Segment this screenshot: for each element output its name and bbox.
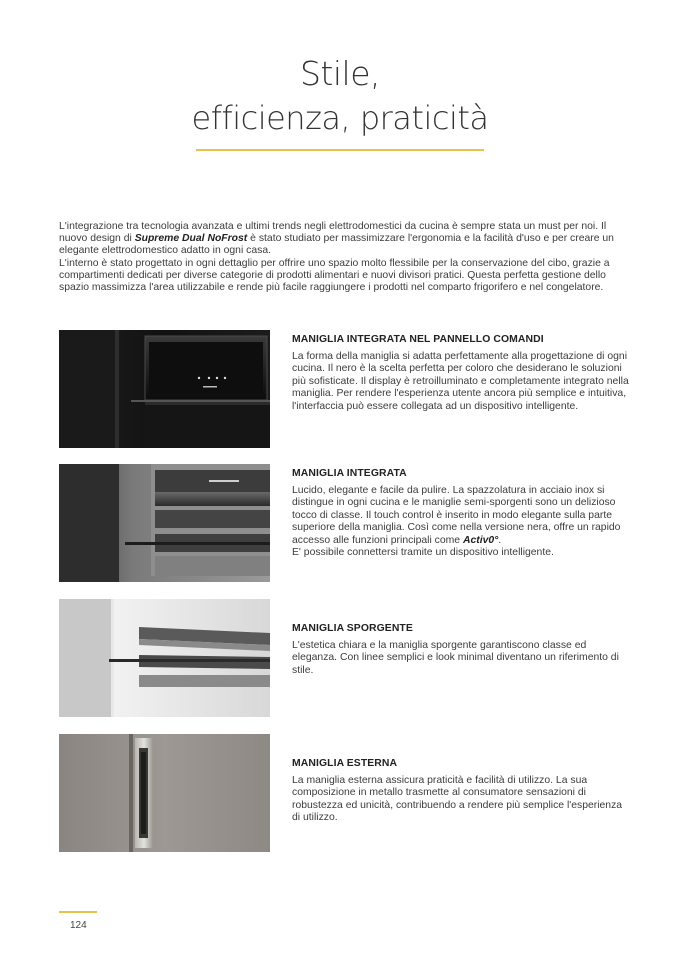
- product-name: Supreme Dual NoFrost: [134, 233, 248, 245]
- intro-paragraph-2: L'interno è stato progettato in ogni dettaglio per offrire uno spazio molto flessibile per la conservazione del cibo, grazie a compartimenti dedicati per diverse categorie di prodotti alimentari e nuovi divisori pratici. Questa perfetta gestione dello spazio massimizza l'area utilizzabile e rende più facile raggiungere i prodotti nel comparto frigorifero e nel congelatore.: [59, 257, 610, 294]
- feature-body: La forma della maniglia si adatta perfettamente alla progettazione di ogni cucina. Il nero è la scelta perfetta per coloro che desiderano le soluzioni più sofisticate. Il display è retroilluminato e completamente integrato nella maniglia. Per rendere l'esperienza utente ancora più semplice e intuitiva, l'interfaccia può essere collegata ad un dispositivo intelligente.: [292, 351, 629, 412]
- feature-heading: MANIGLIA INTEGRATA NEL PANNELLO COMANDI: [292, 334, 544, 345]
- intro-paragraph-1: L'integrazione tra tecnologia avanzata e ultimi trends negli elettrodomestici da cucina è sempre stata un must per noi. Il nuovo design di Supreme Dual NoFrost è stato studiato per massimizzare l'ergonomia e la facilità d'uso e per creare un elegante elettrodomestico adatto in ogni casa.: [59, 221, 614, 257]
- title-line-1: Stile,: [299, 54, 380, 93]
- intro-text: [59, 221, 627, 294]
- feature-text: [292, 623, 632, 677]
- feature-heading: MANIGLIA ESTERNA: [292, 758, 398, 769]
- feature-text: [292, 334, 632, 413]
- title-line-2: efficienza, praticità: [191, 99, 489, 137]
- footer-rule: [59, 911, 97, 913]
- feature-text: [292, 758, 632, 825]
- activ0-label: Activ0°: [462, 534, 499, 546]
- feature-body: Lucido, elegante e facile da pulire. La spazzolatura in acciaio inox si distingue in ogni cucina e le maniglie semi-sporgenti sono un delizioso tocco di classe. Il touch control è inserito in modo elegante sulla parte superiore della maniglia. Così come nella versione nera, offre un rapido accesso alle funzioni principali come Activ0°. E' possibile connettersi tramite un dispositivo intelligente.: [292, 485, 621, 559]
- steel-handle-photo: [59, 464, 270, 582]
- page-number: 124: [70, 920, 87, 931]
- white-handle-photo: [59, 599, 270, 717]
- page-title: [0, 52, 680, 140]
- external-handle-photo: [59, 734, 270, 852]
- feature-heading: MANIGLIA SPORGENTE: [292, 623, 413, 634]
- title-underline: [196, 149, 484, 151]
- black-handle-photo: [59, 330, 270, 448]
- feature-body: La maniglia esterna assicura praticità e facilità di utilizzo. La sua composizione in metallo trasmette al consumatore sensazioni di robustezza ed unicità, contribuendo a rendere più semplice l'esperienza di utilizzo.: [292, 775, 623, 824]
- feature-heading: MANIGLIA INTEGRATA: [292, 468, 407, 479]
- feature-text: [292, 468, 632, 559]
- feature-body: L'estetica chiara e la maniglia sporgente garantiscono classe ed eleganza. Con linee semplici e look minimal diventano un riferimento di stile.: [292, 640, 619, 676]
